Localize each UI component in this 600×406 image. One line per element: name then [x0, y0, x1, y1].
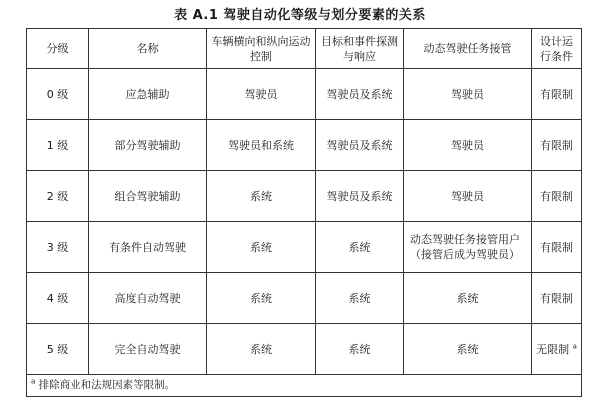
cell-name: 有条件自动驾驶 — [89, 222, 207, 273]
cell-level: 5 级 — [27, 324, 89, 375]
footnote-cell — [27, 375, 582, 397]
header-level: 分级 — [27, 29, 89, 69]
cell-fallback: 驾驶员 — [404, 69, 532, 120]
cell-odd: 有限制 — [532, 171, 582, 222]
cell-level: 1 级 — [27, 120, 89, 171]
header-operating-conditions: 设计运行条件 — [532, 29, 582, 69]
table-row — [27, 273, 582, 324]
table-row — [27, 120, 582, 171]
table-row — [27, 171, 582, 222]
cell-lateral: 驾驶员和系统 — [207, 120, 316, 171]
cell-lateral: 驾驶员 — [207, 69, 316, 120]
cell-name: 部分驾驶辅助 — [89, 120, 207, 171]
header-name: 名称 — [89, 29, 207, 69]
cell-name: 应急辅助 — [89, 69, 207, 120]
cell-name: 组合驾驶辅助 — [89, 171, 207, 222]
cell-lateral: 系统 — [207, 273, 316, 324]
header-ddt-fallback: 动态驾驶任务接管 — [404, 29, 532, 69]
cell-odd-text: 无限制 — [536, 342, 570, 356]
cell-odd: 有限制 — [532, 69, 582, 120]
table-row — [27, 324, 582, 375]
cell-level: 4 级 — [27, 273, 89, 324]
cell-level: 3 级 — [27, 222, 89, 273]
cell-oedr: 驾驶员及系统 — [316, 120, 404, 171]
cell-lateral: 系统 — [207, 324, 316, 375]
cell-name: 完全自动驾驶 — [89, 324, 207, 375]
cell-odd — [532, 324, 582, 375]
cell-odd: 有限制 — [532, 120, 582, 171]
cell-oedr: 驾驶员及系统 — [316, 69, 404, 120]
header-lateral-longitudinal-control: 车辆横向和纵向运动控制 — [207, 29, 316, 69]
cell-lateral: 系统 — [207, 171, 316, 222]
cell-oedr: 系统 — [316, 324, 404, 375]
footnote-ref-marker: a — [572, 341, 577, 350]
cell-name: 高度自动驾驶 — [89, 273, 207, 324]
cell-oedr: 系统 — [316, 222, 404, 273]
cell-fallback: 驾驶员 — [404, 120, 532, 171]
header-object-event-detection: 目标和事件探测与响应 — [316, 29, 404, 69]
cell-level: 0 级 — [27, 69, 89, 120]
table-row — [27, 69, 582, 120]
cell-fallback: 驾驶员 — [404, 171, 532, 222]
header-row — [27, 29, 582, 69]
table-row — [27, 222, 582, 273]
cell-oedr: 驾驶员及系统 — [316, 171, 404, 222]
cell-fallback: 动态驾驶任务接管用户（接管后成为驾驶员） — [404, 222, 532, 273]
cell-level: 2 级 — [27, 171, 89, 222]
table-title: 表 A.1 驾驶自动化等级与划分要素的关系 — [174, 7, 426, 23]
automation-levels-table — [26, 28, 582, 397]
footnote-row — [27, 375, 582, 397]
cell-lateral: 系统 — [207, 222, 316, 273]
cell-odd: 有限制 — [532, 222, 582, 273]
cell-oedr: 系统 — [316, 273, 404, 324]
footnote-marker: a — [31, 377, 36, 386]
footnote-text: 排除商业和法规因素等限制。 — [38, 379, 176, 391]
cell-odd: 有限制 — [532, 273, 582, 324]
cell-fallback: 系统 — [404, 273, 532, 324]
cell-fallback: 系统 — [404, 324, 532, 375]
